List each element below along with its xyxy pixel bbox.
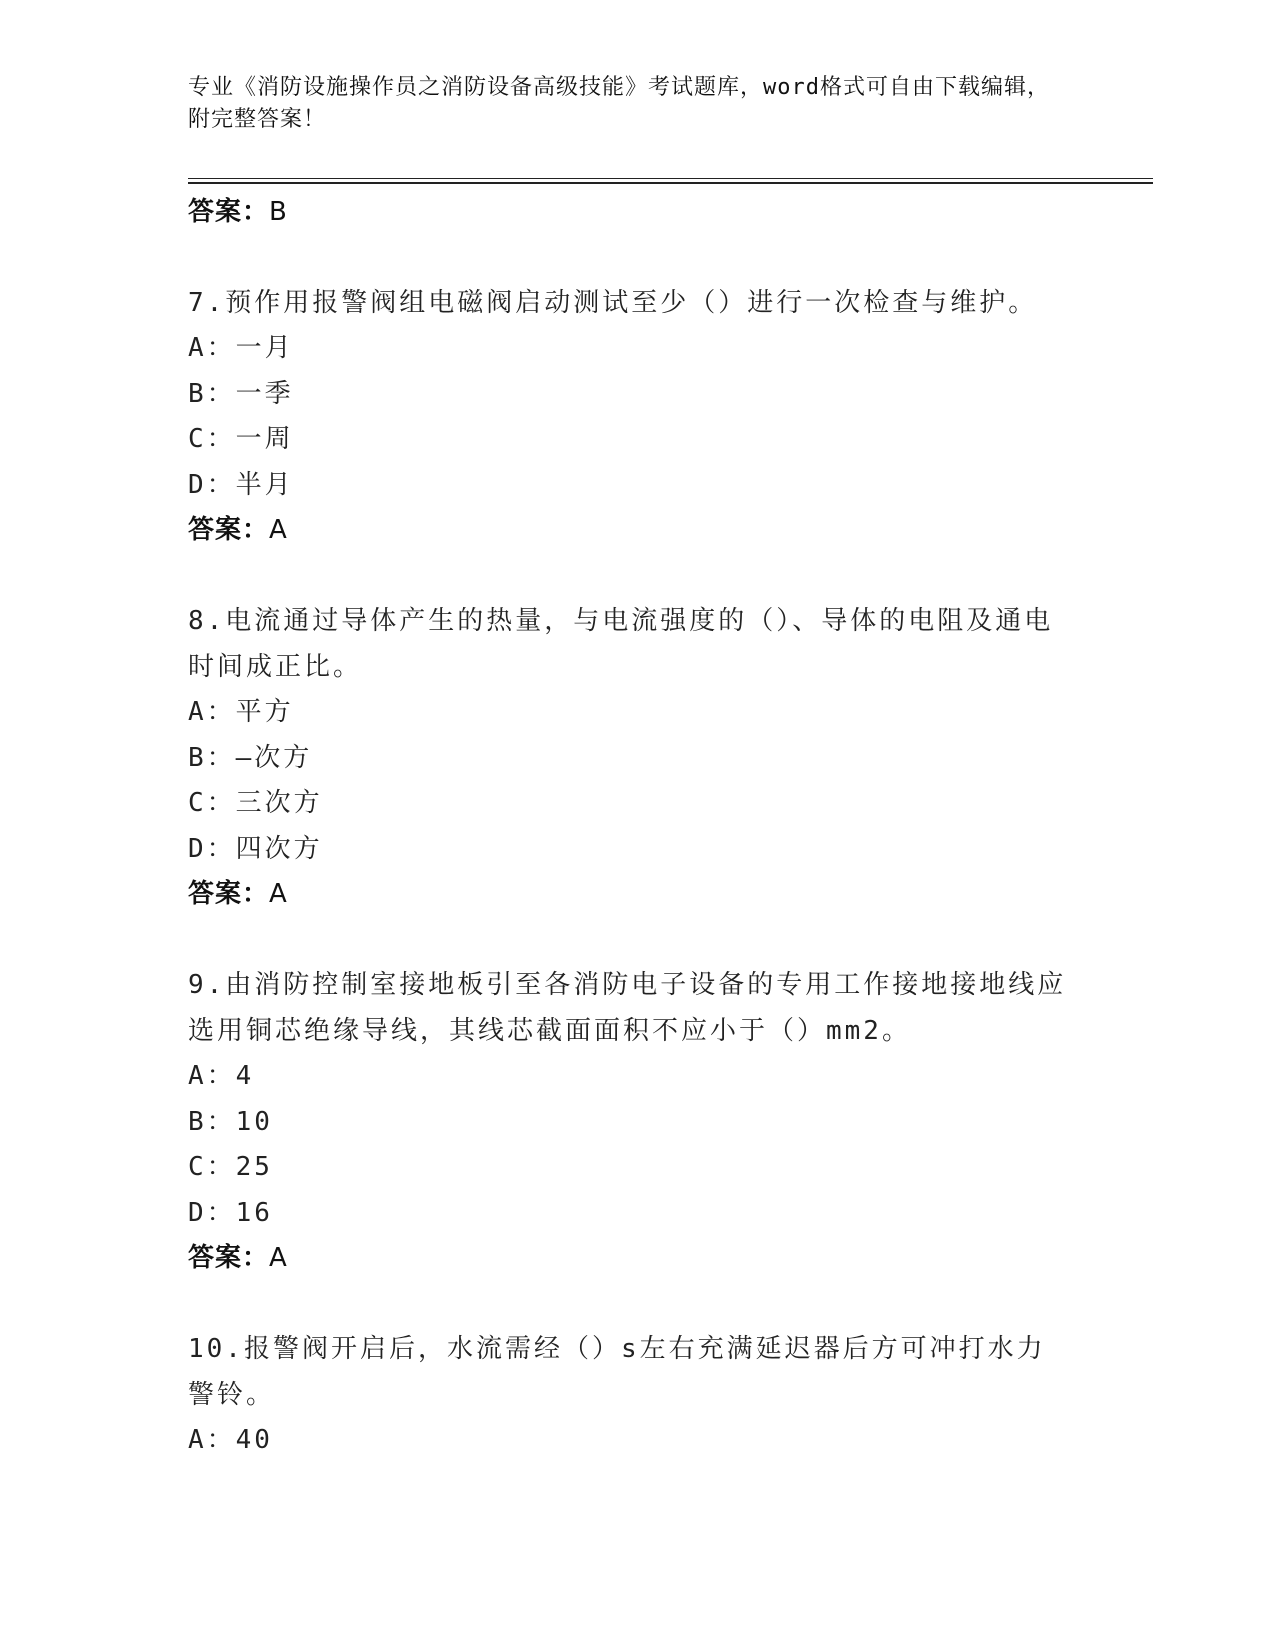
- spacer: [188, 916, 1068, 962]
- answer-label: 答案：: [188, 1243, 270, 1273]
- option-a: A：4: [188, 1061, 255, 1091]
- option-c: C：一周: [188, 424, 294, 454]
- option-a: A：40: [188, 1425, 273, 1455]
- question-list: [188, 190, 1068, 1464]
- answer-value: A: [269, 515, 288, 545]
- option-a: A：平方: [188, 697, 294, 727]
- option-d: D：半月: [188, 469, 294, 500]
- option-a: A：一月: [188, 333, 294, 363]
- option-b: B：—次方: [188, 742, 313, 773]
- question-text: 8.电流通过导体产生的热量，与电流强度的（）、导体的电阻及通电时间成正比。: [188, 606, 1054, 682]
- answer-label: 答案：: [188, 515, 270, 545]
- answer-line: [188, 872, 1068, 916]
- option-d: D：四次方: [188, 833, 323, 864]
- answer-line: [188, 190, 1068, 234]
- option-c: C：25: [188, 1152, 273, 1182]
- option-d: D：16: [188, 1197, 273, 1228]
- question-text: 7.预作用报警阀组电磁阀启动测试至少（）进行一次检查与维护。: [188, 288, 1038, 318]
- document-header: 专业《消防设施操作员之消防设备高级技能》考试题库，word格式可自由下载编辑，附完整答案！: [188, 75, 1050, 132]
- header-divider-thick: [188, 182, 1153, 184]
- answer-value: A: [269, 879, 288, 909]
- answer-value: A: [269, 1243, 288, 1273]
- spacer: [188, 234, 1068, 280]
- answer-label: 答案：: [188, 879, 270, 909]
- question-text: 10.报警阀开启后，水流需经（）s左右充满延迟器后方可冲打水力警铃。: [188, 1334, 1046, 1410]
- option-b: B：10: [188, 1106, 273, 1137]
- header-divider-thin: [188, 178, 1153, 179]
- spacer: [188, 1280, 1068, 1326]
- answer-value: B: [269, 197, 288, 227]
- option-c: C：三次方: [188, 788, 323, 818]
- answer-line: [188, 1236, 1068, 1280]
- answer-line: [188, 508, 1068, 552]
- answer-label: 答案：: [188, 197, 270, 227]
- question-text: 9.由消防控制室接地板引至各消防电子设备的专用工作接地接地线应选用铜芯绝缘导线，其线芯截面面积不应小于（）mm2。: [188, 970, 1067, 1046]
- spacer: [188, 552, 1068, 598]
- option-b: B：一季: [188, 378, 294, 409]
